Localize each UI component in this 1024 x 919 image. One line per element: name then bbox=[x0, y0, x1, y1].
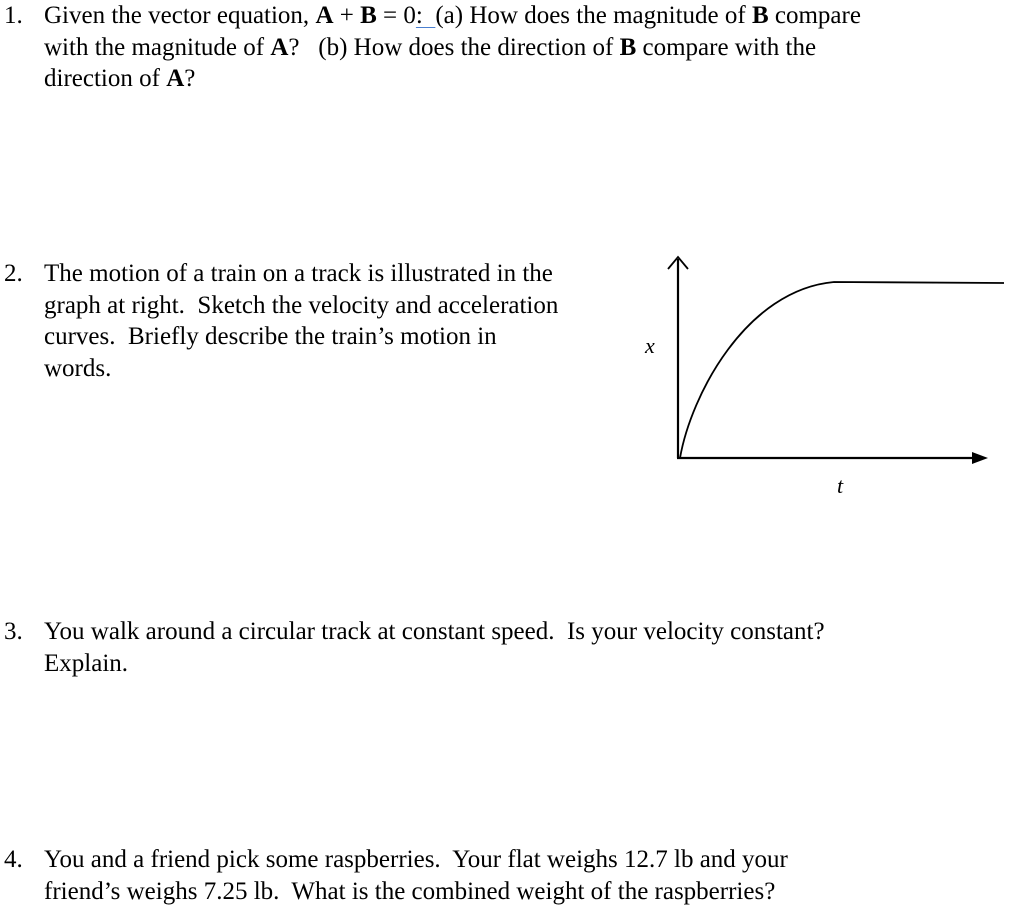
question-line: curves. Briefly describe the train’s motion in bbox=[44, 323, 497, 350]
vector-a: A bbox=[315, 2, 334, 29]
question-line: Explain. bbox=[44, 649, 129, 677]
question-line: words. bbox=[44, 354, 112, 382]
question-text bbox=[44, 844, 960, 907]
vector-b: B bbox=[619, 33, 637, 61]
question-1 bbox=[0, 0, 960, 95]
vector-b: B bbox=[360, 2, 377, 29]
vector-a: A bbox=[166, 65, 185, 92]
question-number: 4. bbox=[4, 846, 23, 873]
vector-a: A bbox=[270, 33, 289, 61]
question-line: with the magnitude of A? (b) How does the direction of B compare with the bbox=[44, 33, 817, 61]
question-4 bbox=[0, 844, 960, 907]
question-text bbox=[44, 258, 620, 384]
question-number: 3. bbox=[4, 618, 23, 645]
question-line: Given the vector equation, A + B = 0: (a) How does the magnitude of B compare bbox=[44, 2, 861, 29]
question-line: graph at right. Sketch the velocity and acceleration bbox=[44, 291, 559, 319]
position-time-graph bbox=[636, 245, 1006, 505]
x-axis-arrowhead bbox=[972, 452, 988, 464]
y-axis-label: x bbox=[645, 333, 655, 358]
question-number: 1. bbox=[4, 2, 23, 29]
question-line: You walk around a circular track at constant speed. Is your velocity constant? bbox=[44, 618, 825, 645]
question-line: friend’s weighs 7.25 lb. What is the combined weight of the raspberries? bbox=[44, 877, 776, 905]
vector-b: B bbox=[751, 2, 769, 29]
question-text bbox=[44, 616, 960, 679]
question-text bbox=[44, 0, 960, 95]
question-2 bbox=[0, 258, 620, 384]
question-line: You and a friend pick some raspberries. Your flat weighs 12.7 lb and your bbox=[44, 846, 788, 873]
position-curve bbox=[680, 282, 1004, 458]
question-line: The motion of a train on a track is illustrated in the bbox=[44, 260, 553, 287]
question-line: direction of A? bbox=[44, 65, 196, 92]
x-axis-label: t bbox=[837, 473, 844, 498]
question-3 bbox=[0, 616, 960, 679]
question-number: 2. bbox=[4, 260, 23, 287]
underlined-colon: : bbox=[415, 2, 436, 29]
